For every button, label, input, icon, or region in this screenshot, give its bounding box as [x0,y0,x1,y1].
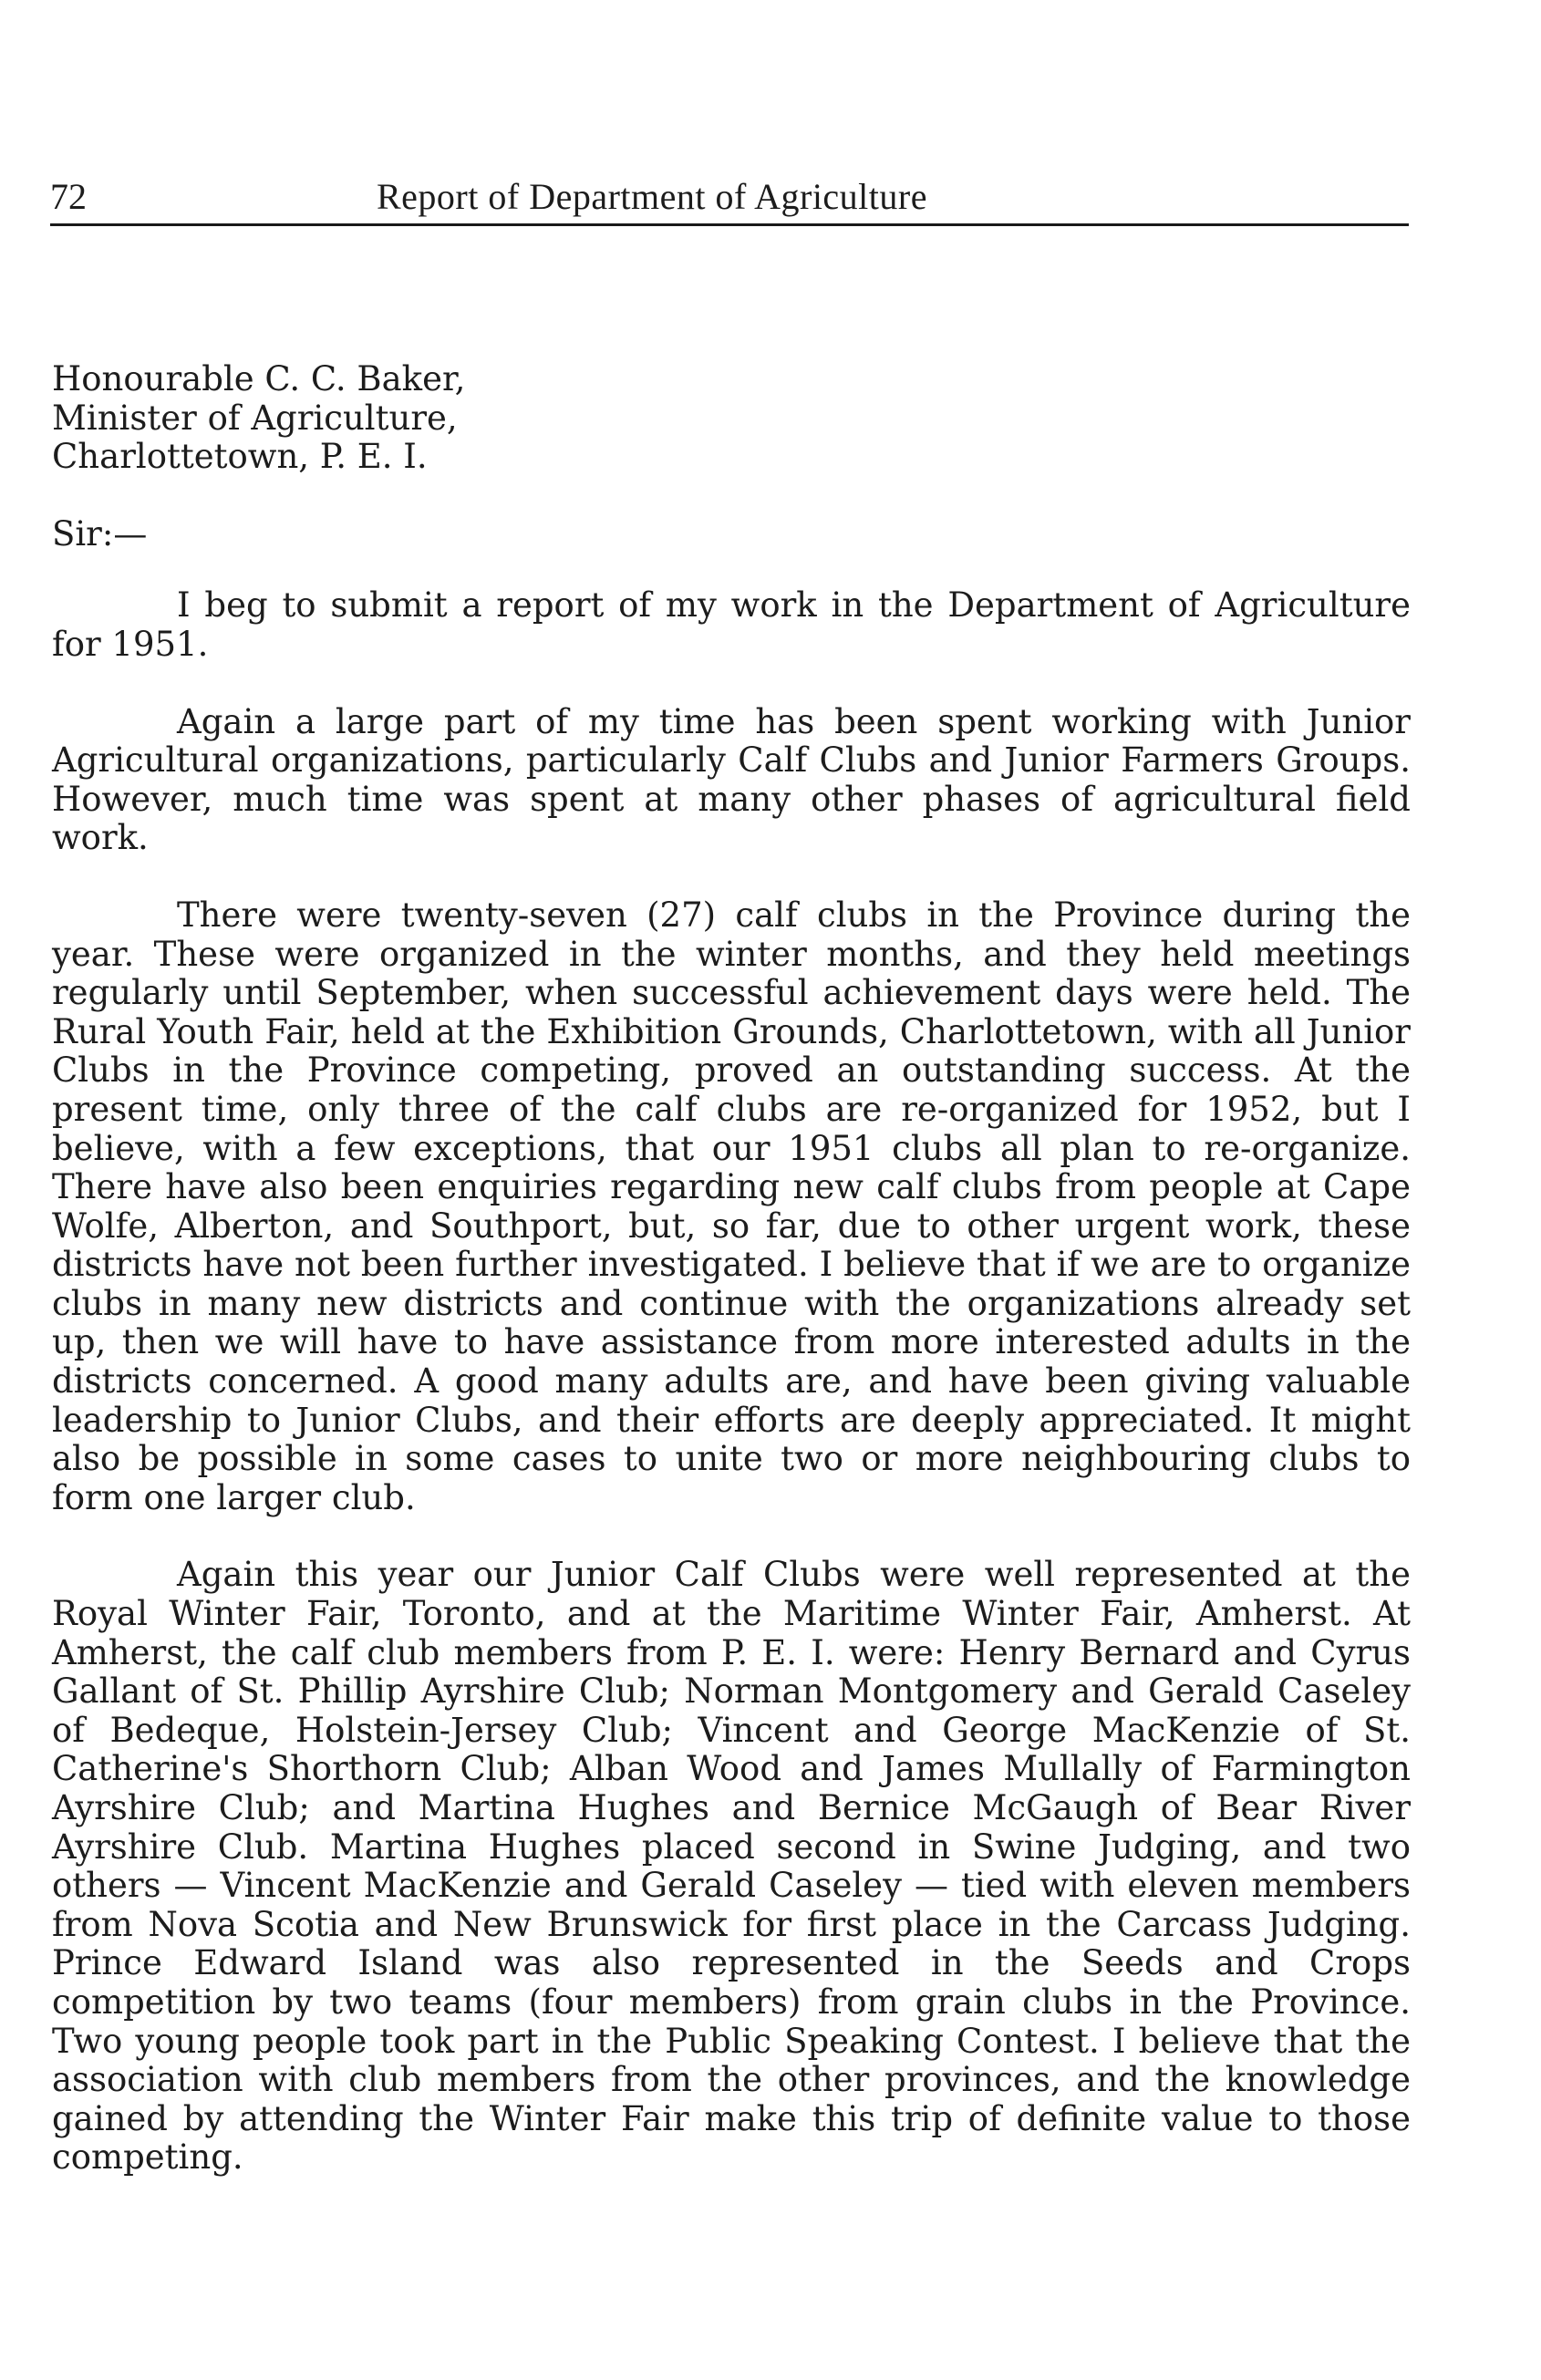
address-line-title: Minister of Agriculture, [52,398,458,438]
address-line-city: Charlottetown, P. E. I. [52,437,428,477]
address-line-name: Honourable C. C. Baker, [52,359,466,398]
paragraph-calf-clubs: There were twenty-seven (27) calf clubs in the Province during the year. These were organized in the winter months, and they held meetings regularly until September, when successful achievement days were held. The Rural Youth Fair, held at the Exhibition Grounds, Charlottetown, with all Junior Clubs in the Province competing, proved an outstanding success. At the present time, only three of the calf clubs are re-organized for 1952, but I believe, with a few exceptions, that our 1951 clubs all plan to re-organize. There have also been enquiries regarding new calf clubs from people at Cape Wolfe, Alberton, and Southport, but, so far, due to other urgent work, these districts have not been further investigated. I believe that if we are to organize clubs in many new districts and continue with the organizations already set up, then we will have to have assistance from more interested adults in the districts concerned. A good many adults are, and have been giving valuable leadership to Junior Clubs, and their efforts are deeply appreciated. It might also be possible in some cases to unite two or more neighbouring clubs to form one larger club. [52,895,1411,1517]
letter-body [52,360,1411,2216]
paragraph-junior-organizations: Again a large part of my time has been spent working with Junior Agricultural organizations, particularly Calf Clubs and Junior Farmers Groups. However, much time was spent at many other phases of agricultural field work. [52,701,1411,858]
salutation: Sir:— [52,513,148,554]
running-header [50,169,1409,226]
running-title: Report of Department of Agriculture [377,176,927,217]
paragraph-intro: I beg to submit a report of my work in the Department of Agriculture for 1951. [52,585,1411,664]
address-block [52,360,1411,477]
page-number: 72 [50,176,87,217]
paragraph-winter-fair: Again this year our Junior Calf Clubs were well represented at the Royal Winter Fair, Toronto, and at the Maritime Winter Fair, Amherst. At Amherst, the calf club members from P. E. I. were: Henry Bernard and Cyrus Gallant of St. Phillip Ayrshire Club; Norman Montgomery and Gerald Caseley of Bedeque, Holstein-Jersey Club; Vincent and George MacKenzie of St. Catherine's Shorthorn Club; Alban Wood and James Mullally of Farmington Ayrshire Club; and Martina Hughes and Bernice McGaugh of Bear River Ayrshire Club. Martina Hughes placed second in Swine Judging, and two others — Vincent MacKenzie and Gerald Caseley — tied with eleven members from Nova Scotia and New Brunswick for first place in the Carcass Judging. Prince Edward Island was also represented in the Seeds and Crops competition by two teams (four members) from grain clubs in the Province. Two young people took part in the Public Speaking Contest. I believe that the association with club members from the other provinces, and the knowledge gained by attending the Winter Fair make this trip of definite value to those competing. [52,1555,1411,2178]
